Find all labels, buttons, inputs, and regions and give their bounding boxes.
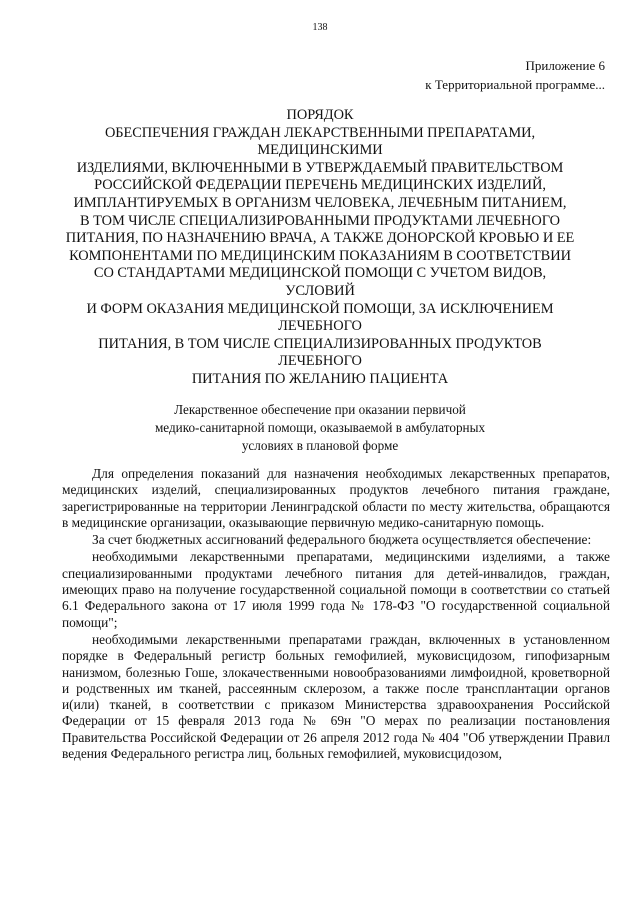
title-line: УСЛОВИЙ bbox=[285, 282, 355, 299]
subtitle-line: медико-санитарной помощи, оказываемой в амбулаторных bbox=[154, 420, 486, 435]
title-line: ПИТАНИЯ ПО ЖЕЛАНИЮ ПАЦИЕНТА bbox=[191, 370, 449, 387]
subtitle-line: условиях в плановой форме bbox=[241, 438, 399, 453]
paragraph: необходимыми лекарственными препаратами граждан, включенных в установленном порядке в Федеральный регистр больных гемофилией, муковисцидозом, гипофизарным нанизмом, болезнью Гоше, злокачественными новообразованиями лимфоидной, кроветворной и родственных им тканей, рассеянным склерозом, а также после трансплантации органов и(или) тканей, в соответствии с приказом Министерства здравоохранения Российской Федерации от 15 февраля 2013 года № 69н "О мерах по реализации постановления Правительства Российской Федерации от 26 апреля 2012 года № 404 "Об утверждении Правил ведения Федерального регистра лиц, больных гемофилией, муковисцидозом, bbox=[62, 631, 610, 762]
subtitle-line: Лекарственное обеспечение при оказании первичой bbox=[174, 402, 466, 417]
title-line: ЛЕЧЕБНОГО bbox=[278, 353, 362, 370]
title-line: ИМПЛАНТИРУЕМЫХ В ОРГАНИЗМ ЧЕЛОВЕКА, ЛЕЧЕБНЫМ ПИТАНИЕМ, bbox=[73, 194, 567, 211]
paragraph: Для определения показаний для назначения необходимых лекарственных препаратов, медицинских изделий, специализированных продуктов лечебного питания граждане, зарегистрированные на территории Ленинградской области по месту жительства, обращаются в медицинские организации, оказывающие первичную медико-санитарную помощь. bbox=[62, 466, 610, 530]
title-line: СО СТАНДАРТАМИ МЕДИЦИНСКОЙ ПОМОЩИ С УЧЕТОМ ВИДОВ, bbox=[93, 265, 547, 282]
title-line: В ТОМ ЧИСЛЕ СПЕЦИАЛИЗИРОВАННЫМИ ПРОДУКТАМИ ЛЕЧЕБНОГО bbox=[80, 212, 560, 229]
title-line: ОБЕСПЕЧЕНИЯ ГРАЖДАН ЛЕКАРСТВЕННЫМИ ПРЕПАРАТАМИ, bbox=[104, 124, 536, 141]
title-line: ПИТАНИЯ, В ТОМ ЧИСЛЕ СПЕЦИАЛИЗИРОВАННЫХ ПРОДУКТОВ bbox=[98, 335, 542, 352]
body-text bbox=[62, 466, 610, 763]
title-line: ЛЕЧЕБНОГО bbox=[278, 318, 362, 335]
document-title bbox=[40, 107, 600, 389]
page-number: 138 bbox=[312, 22, 328, 33]
title-line: ИЗДЕЛИЯМИ, ВКЛЮЧЕННЫМИ В УТВЕРЖДАЕМЫЙ ПРАВИТЕЛЬСТВОМ bbox=[76, 159, 564, 176]
title-line: КОМПОНЕНТАМИ ПО МЕДИЦИНСКИМ ПОКАЗАНИЯМ В СООТВЕТСТВИИ bbox=[69, 247, 571, 264]
title-line: ПОРЯДОК bbox=[286, 107, 354, 123]
paragraph: необходимыми лекарственными препаратами, медицинскими изделиями, а также специализированными продуктами лечебного питания для детей-инвалидов, граждан, имеющих право на получение государственной социальной помощи в соответствии со статьей 6.1 Федерального закона от 17 июля 1999 года № 178-ФЗ "О государственной социальной помощи"; bbox=[62, 549, 610, 630]
section-subtitle bbox=[40, 401, 600, 455]
appendix-reference bbox=[425, 56, 605, 94]
title-line: РОССИЙСКОЙ ФЕДЕРАЦИИ ПЕРЕЧЕНЬ МЕДИЦИНСКИХ ИЗДЕЛИЙ, bbox=[94, 177, 546, 194]
title-line: И ФОРМ ОКАЗАНИЯ МЕДИЦИНСКОЙ ПОМОЩИ, ЗА ИСКЛЮЧЕНИЕМ bbox=[86, 300, 554, 317]
paragraph: За счет бюджетных ассигнований федерального бюджета осуществляется обеспечение: bbox=[92, 532, 592, 548]
appendix-line: Приложение 6 bbox=[525, 58, 605, 73]
title-line: МЕДИЦИНСКИМИ bbox=[257, 142, 383, 159]
appendix-line: к Территориальной программе... bbox=[425, 77, 605, 92]
title-line: ПИТАНИЯ, ПО НАЗНАЧЕНИЮ ВРАЧА, А ТАКЖЕ ДОНОРСКОЙ КРОВЬЮ И ЕЕ bbox=[65, 230, 575, 247]
